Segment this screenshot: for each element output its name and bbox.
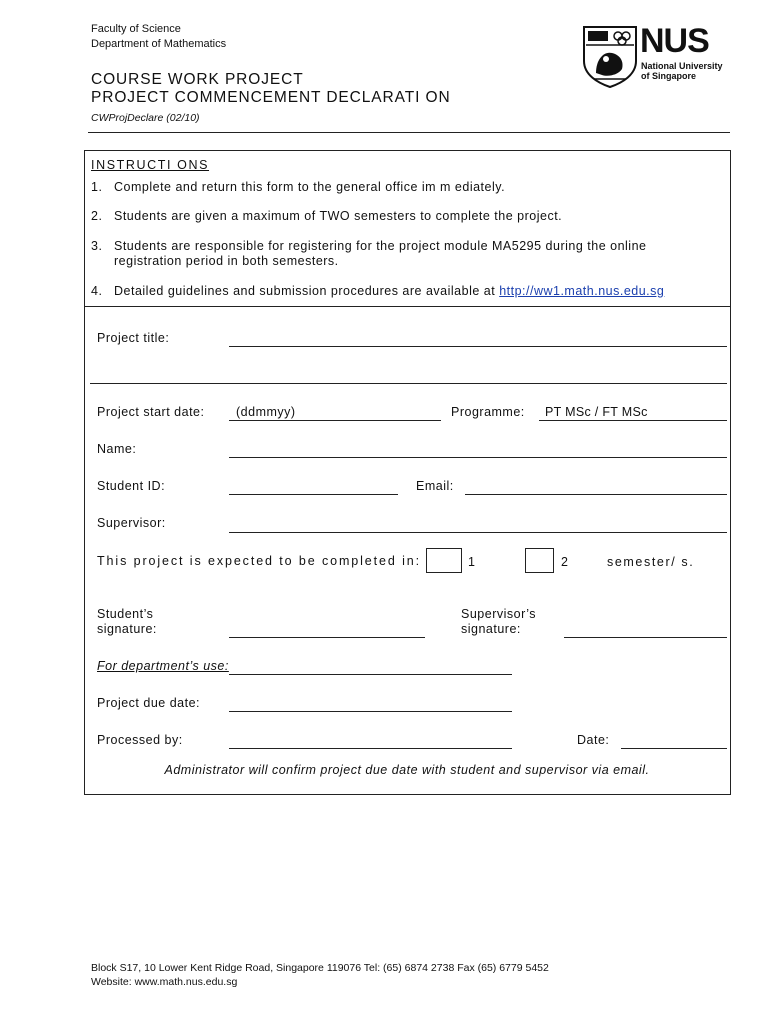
form-title-line2: PROJECT COMMENCEMENT DECLARATI ON bbox=[91, 89, 451, 106]
project-title-field[interactable] bbox=[229, 346, 727, 347]
student-signature-label-line1: Student’s bbox=[97, 607, 154, 621]
supervisor-signature-field[interactable] bbox=[564, 637, 727, 638]
instruction-1-text: Complete and return this form to the general office im m ediately. bbox=[114, 180, 506, 194]
logo-wordmark: NUS bbox=[640, 22, 709, 60]
processed-by-label: Processed by: bbox=[97, 733, 183, 747]
one-semester-label: 1 bbox=[468, 555, 476, 569]
instruction-2-num: 2. bbox=[91, 209, 103, 223]
student-id-field[interactable] bbox=[229, 494, 398, 495]
instruction-3-num: 3. bbox=[91, 239, 103, 253]
start-date-label: Project start date: bbox=[97, 405, 205, 419]
project-title-label: Project title: bbox=[97, 331, 170, 345]
instruction-3-text: Students are responsible for registering for the project module MA5295 during the online bbox=[114, 239, 647, 253]
logo-subtitle-line2: of Singapore bbox=[641, 71, 697, 81]
supervisor-signature-label-line2: signature: bbox=[461, 622, 521, 636]
programme-label: Programme: bbox=[451, 405, 525, 419]
email-label: Email: bbox=[416, 479, 454, 493]
date-label: Date: bbox=[577, 733, 610, 747]
nus-crest-icon bbox=[582, 25, 638, 89]
department-name: Department of Mathematics bbox=[91, 38, 227, 50]
completion-label: This project is expected to be completed in: bbox=[97, 554, 422, 568]
department-use-line bbox=[229, 674, 512, 675]
instruction-4-label: Detailed guidelines and submission procedures are available at bbox=[114, 284, 500, 298]
two-semester-label: 2 bbox=[561, 555, 569, 569]
supervisor-field[interactable] bbox=[229, 532, 727, 533]
instruction-4-text bbox=[114, 284, 664, 298]
processed-by-field[interactable] bbox=[229, 748, 512, 749]
header-divider bbox=[88, 132, 730, 133]
start-date-field[interactable] bbox=[229, 420, 441, 421]
instruction-3-text-cont: registration period in both semesters. bbox=[114, 254, 339, 268]
programme-options: PT MSc / FT MSc bbox=[545, 405, 648, 419]
student-signature-field[interactable] bbox=[229, 637, 425, 638]
instructions-divider bbox=[84, 306, 730, 307]
email-field[interactable] bbox=[465, 494, 727, 495]
admin-note: Administrator will confirm project due date with student and supervisor via email. bbox=[164, 763, 650, 777]
one-semester-checkbox[interactable] bbox=[426, 548, 462, 573]
project-title-field-line2[interactable] bbox=[90, 383, 727, 384]
date-field[interactable] bbox=[621, 748, 727, 749]
student-id-label: Student ID: bbox=[97, 479, 166, 493]
name-label: Name: bbox=[97, 442, 137, 456]
instruction-4-num: 4. bbox=[91, 284, 103, 298]
instruction-2-text: Students are given a maximum of TWO semesters to complete the project. bbox=[114, 209, 563, 223]
supervisor-signature-label-line1: Supervisor’s bbox=[461, 607, 537, 621]
supervisor-label: Supervisor: bbox=[97, 516, 166, 530]
two-semester-checkbox[interactable] bbox=[525, 548, 554, 573]
instruction-1-num: 1. bbox=[91, 180, 103, 194]
start-date-placeholder: (ddmmyy) bbox=[236, 405, 296, 419]
footer-address: Block S17, 10 Lower Kent Ridge Road, Singapore 119076 Tel: (65) 6874 2738 Fax (65) 6779 5452 bbox=[91, 962, 549, 974]
form-code: CWProjDeclare (02/10) bbox=[91, 112, 200, 124]
form-title-line1: COURSE WORK PROJECT bbox=[91, 71, 304, 88]
programme-field[interactable] bbox=[539, 420, 727, 421]
guidelines-link[interactable]: http://ww1.math.nus.edu.sg bbox=[499, 284, 665, 298]
department-use-heading: For department’s use: bbox=[97, 659, 229, 673]
semester-suffix: semester/ s. bbox=[607, 555, 695, 569]
footer-website: Website: www.math.nus.edu.sg bbox=[91, 976, 238, 988]
logo-subtitle-line1: National University bbox=[641, 61, 723, 71]
due-date-label: Project due date: bbox=[97, 696, 201, 710]
faculty-name: Faculty of Science bbox=[91, 23, 181, 35]
name-field[interactable] bbox=[229, 457, 727, 458]
instructions-heading: INSTRUCTI ONS bbox=[91, 158, 210, 172]
student-signature-label-line2: signature: bbox=[97, 622, 157, 636]
due-date-field[interactable] bbox=[229, 711, 512, 712]
